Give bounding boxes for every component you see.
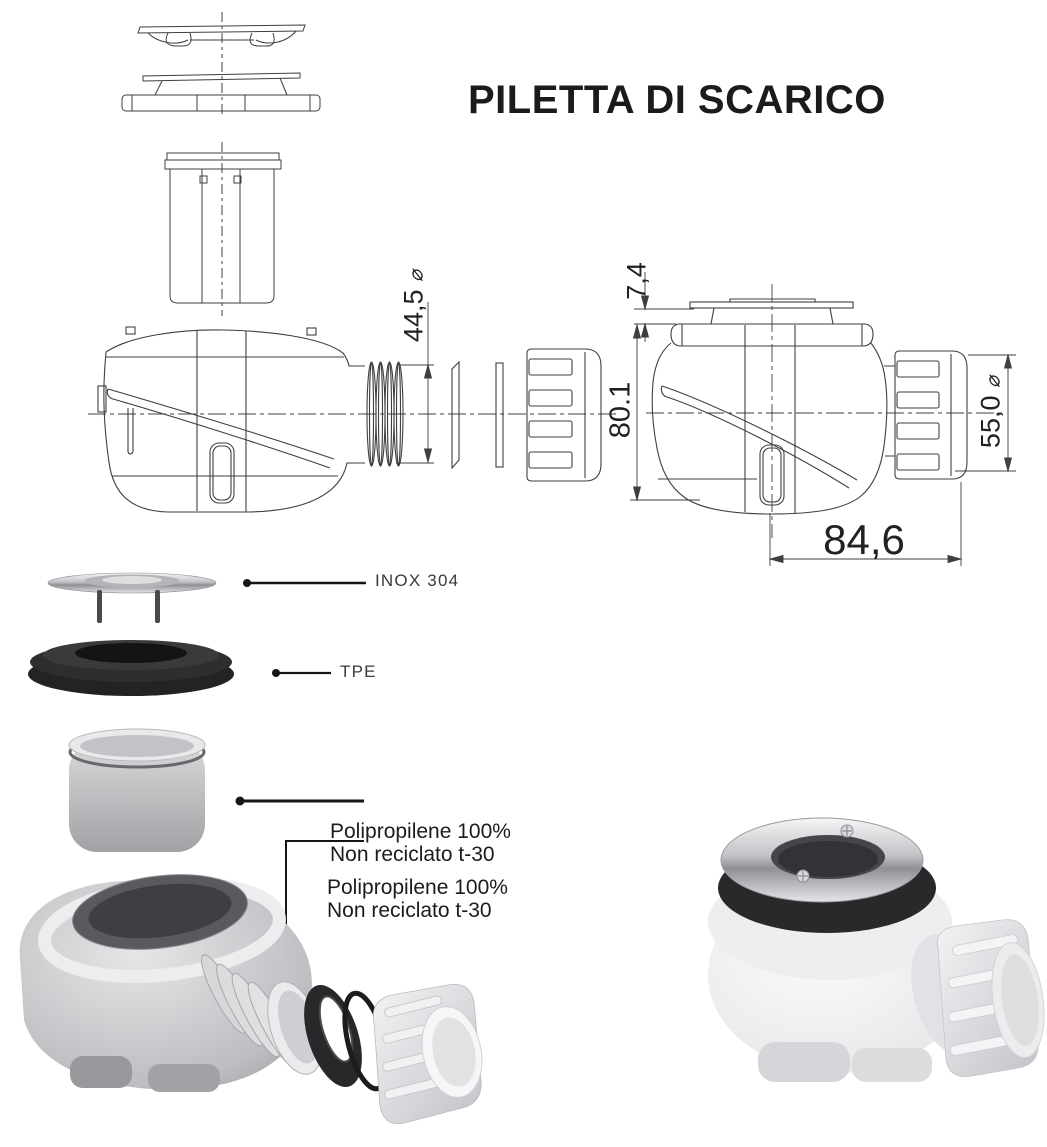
- cup-profile-drawing: [165, 142, 281, 316]
- cover-plate-profile-drawing: [138, 12, 305, 58]
- material-label-body-line2: Non reciclato t-30: [327, 899, 492, 922]
- flange-profile-drawing: [122, 62, 320, 118]
- dim-width-label: 84,6: [823, 516, 905, 563]
- cone-washer-drawing: [452, 362, 459, 468]
- material-label-tpe: TPE: [340, 662, 377, 681]
- material-label-body: [327, 876, 508, 922]
- material-label-inox: INOX 304: [375, 571, 460, 590]
- dim-total-height-label: 80.1: [604, 381, 637, 439]
- trap-exploded-drawing: [88, 302, 620, 512]
- material-label-cup-line1: Polipropilene 100%: [330, 820, 511, 843]
- inox-plate-render: [48, 573, 216, 623]
- tpe-gasket-render: [28, 640, 234, 696]
- page-title: PILETTA DI SCARICO: [468, 78, 886, 122]
- nut-drawing-left: [527, 349, 601, 481]
- nut-render-exploded: [373, 984, 490, 1123]
- material-label-body-line1: Polipropilene 100%: [327, 876, 508, 899]
- flat-washer-drawing: [496, 363, 503, 467]
- diameter-symbol: ⌀: [405, 269, 428, 282]
- material-label-cup: [330, 820, 511, 866]
- diameter-symbol: ⌀: [982, 375, 1005, 388]
- dim-outlet-diameter-label: 55,0 ⌀: [975, 375, 1006, 449]
- material-label-cup-line2: Non reciclato t-30: [330, 843, 495, 866]
- dim-plate-height-label: 7,4: [621, 262, 652, 300]
- nut-drawing-right: [895, 351, 967, 479]
- assembled-render: [708, 818, 1047, 1082]
- cup-insert-render: [69, 729, 205, 852]
- dim-thread-diameter-label: 44,5 ⌀: [398, 269, 429, 343]
- cover-plate: [690, 302, 853, 308]
